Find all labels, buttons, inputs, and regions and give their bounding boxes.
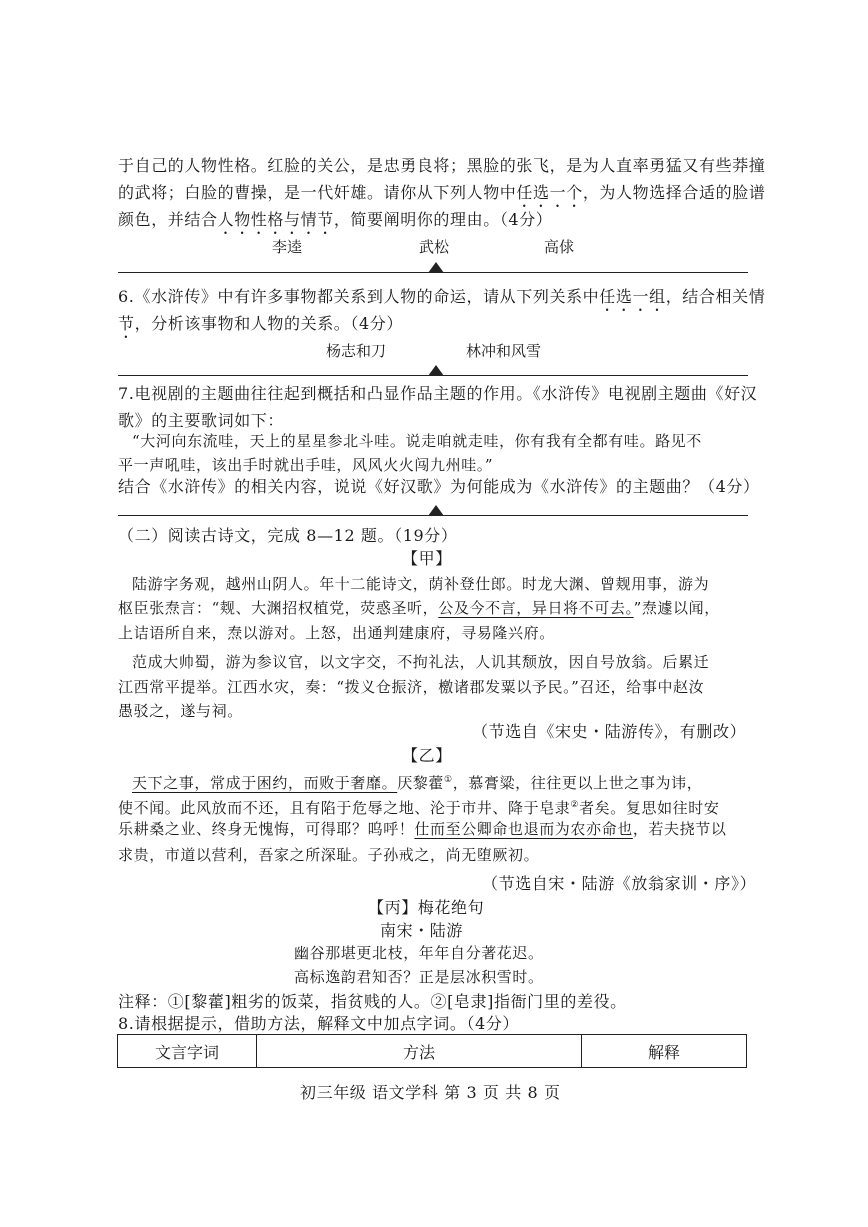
section-heading: （二）阅读古诗文，完成 8—12 题。（19分） (118, 526, 458, 545)
jia-p2-line-2: 江西常平提举。江西水灾，奏：“拨义仓振济，檄诸郡发粟以予民。”召还，给事中赵汝 (118, 678, 705, 696)
jia-p1-line-1: 陆游字务观，越州山阴人。年十二能诗文，荫补登仕郎。时龙大渊、曾觌用事，游为 (132, 575, 710, 593)
poem-author: 南宋・陆游 (380, 921, 464, 940)
q6-line-1-text: 6.《水浒传》中有许多事物都关系到人物的命运，请从下列关系中 (118, 287, 600, 306)
header-cell-method: 方法 (257, 1035, 582, 1068)
yi-underlined-sentence-2: 仕而至公卿命也退而为农亦命也 (414, 820, 633, 838)
q5-line-3-tail: ，简要阐明你的理由。（4分） (333, 210, 553, 229)
footnote-mark-2: ② (570, 800, 580, 810)
q5-line-1: 于自己的人物性格。红脸的关公，是忠勇良将；黑脸的张飞，是为人直率勇猛又有些莽撞 (118, 156, 766, 175)
q5-choice-3: 高俅 (544, 238, 575, 256)
q6-line-2 (118, 310, 403, 342)
poem-line-2: 高标逸韵君知否？正是层冰积雪时。 (294, 968, 544, 986)
yi-line-1-text: 厌黎藿 (397, 774, 445, 792)
q7-lyrics-2: 平一声吼哇，该出手时就出手哇，风风火火闯九州哇。” (118, 456, 494, 474)
divider-line (118, 515, 748, 516)
jia-source: （节选自《宋史・陆游传》，有删改） (472, 722, 747, 741)
jia-underlined-sentence: 公及今不言，异日将不可去。 (438, 599, 634, 617)
q5-line-3 (118, 206, 552, 238)
q7-line-3: 结合《水浒传》的相关内容，说说《好汉歌》为何能成为《水浒传》的主题曲？（4分） (118, 477, 760, 496)
jia-p1-line-3: 上诘语所自来，焘以游对。上怒，出通判建康府，寻易隆兴府。 (118, 624, 555, 642)
q6-choice-2: 林冲和风雪 (466, 342, 542, 360)
divider-line (118, 375, 748, 376)
q7-line-1: 7.电视剧的主题曲往往起到概括和凸显作品主题的作用。《水浒传》电视剧主题曲《好汉 (118, 384, 758, 403)
q8-prompt: 8.请根据提示，借助方法，解释文中加点字词。（4分） (118, 1014, 520, 1033)
q5-emphasis-choose-one: 任选一个 (516, 183, 583, 202)
q6-choice-1: 杨志和刀 (326, 342, 387, 360)
yi-line-3-text: 乐耕桑之业、终身无愧悔，可得耶？呜呼！ (118, 820, 415, 838)
page-footer: 初三年级 语文学科 第 3 页 共 8 页 (300, 1083, 561, 1102)
yi-line-1-tail: ，慕膏粱，往往更以上世之事为讳， (452, 774, 703, 792)
yi-line-3 (118, 816, 726, 843)
footnote-mark-1: ① (444, 775, 453, 785)
yi-line-4: 求贵，市道以营利，吾家之所深耻。子孙戒之，尚无堕厥初。 (118, 846, 540, 864)
q7-line-2: 歌》的主要歌词如下： (118, 411, 285, 430)
yi-line-2-text: 使不闻。此风放而不还，且有陷于危辱之地、沦于市井、降于皂隶 (118, 799, 571, 817)
passage-jia-title: 【甲】 (402, 549, 452, 568)
q5-choice-1: 李逵 (272, 238, 303, 256)
divider-line (118, 272, 748, 273)
poem-title: 【丙】梅花绝句 (368, 898, 485, 917)
jia-p2-line-1: 范成大帅蜀，游为参议官，以文字交，不拘礼法，人讥其颓放，因自号放翁。后累迁 (132, 653, 710, 671)
q6-line-2-tail: ，分析该事物和人物的关系。（4分） (134, 314, 403, 333)
jia-p2-line-3: 愚驳之，遂与祠。 (118, 702, 243, 720)
jia-p1-line-2-tail: ”焘遽以闻， (633, 599, 720, 617)
yi-underlined-sentence-1: 天下之事，常成于困约，而败于奢靡。 (132, 774, 398, 792)
q5-emphasis-character-plot: 人物性格与情节 (217, 210, 334, 229)
q8-answer-table (117, 1034, 747, 1068)
yi-line-3-tail: ，若夫挠节以 (632, 820, 727, 838)
q5-line-2-text: 的武将；白脸的曹操，是一代奸雄。请你从下列人物中 (118, 183, 517, 202)
annotations: 注释：①[黎藿]粗劣的饭菜，指贫贱的人。②[皂隶]指衙门里的差役。 (118, 992, 627, 1011)
jia-p1-line-2-text: 枢臣张焘言：“觌、大渊招权植党，荧惑圣听， (118, 599, 439, 617)
header-cell-words: 文言字词 (118, 1035, 257, 1068)
q5-line-3-text: 颜色，并结合 (118, 210, 218, 229)
jia-p1-line-2 (118, 595, 720, 622)
passage-yi-title: 【乙】 (402, 746, 452, 765)
yi-line-2-tail: 者矣。复思如往时安 (579, 799, 720, 817)
q5-choice-2: 武松 (419, 238, 450, 256)
header-cell-explanation: 解释 (582, 1035, 747, 1068)
q5-line-2-tail: ，为人物选择合适的脸谱 (582, 183, 766, 202)
yi-source: （节选自宋・陆游《放翁家训・序》） (482, 874, 757, 893)
q6-line-1-tail: ，结合相关情 (665, 287, 766, 306)
q6-emphasis-plot: 节 (118, 314, 135, 333)
q7-lyrics-1: “大河向东流哇，天上的星星参北斗哇。说走咱就走哇，你有我有全都有哇。路见不 (132, 432, 702, 450)
poem-line-1: 幽谷那堪更北枝，年年自分著花迟。 (294, 944, 544, 962)
q6-emphasis-choose-group: 任选一组 (599, 287, 666, 306)
table-header-row (118, 1035, 747, 1068)
